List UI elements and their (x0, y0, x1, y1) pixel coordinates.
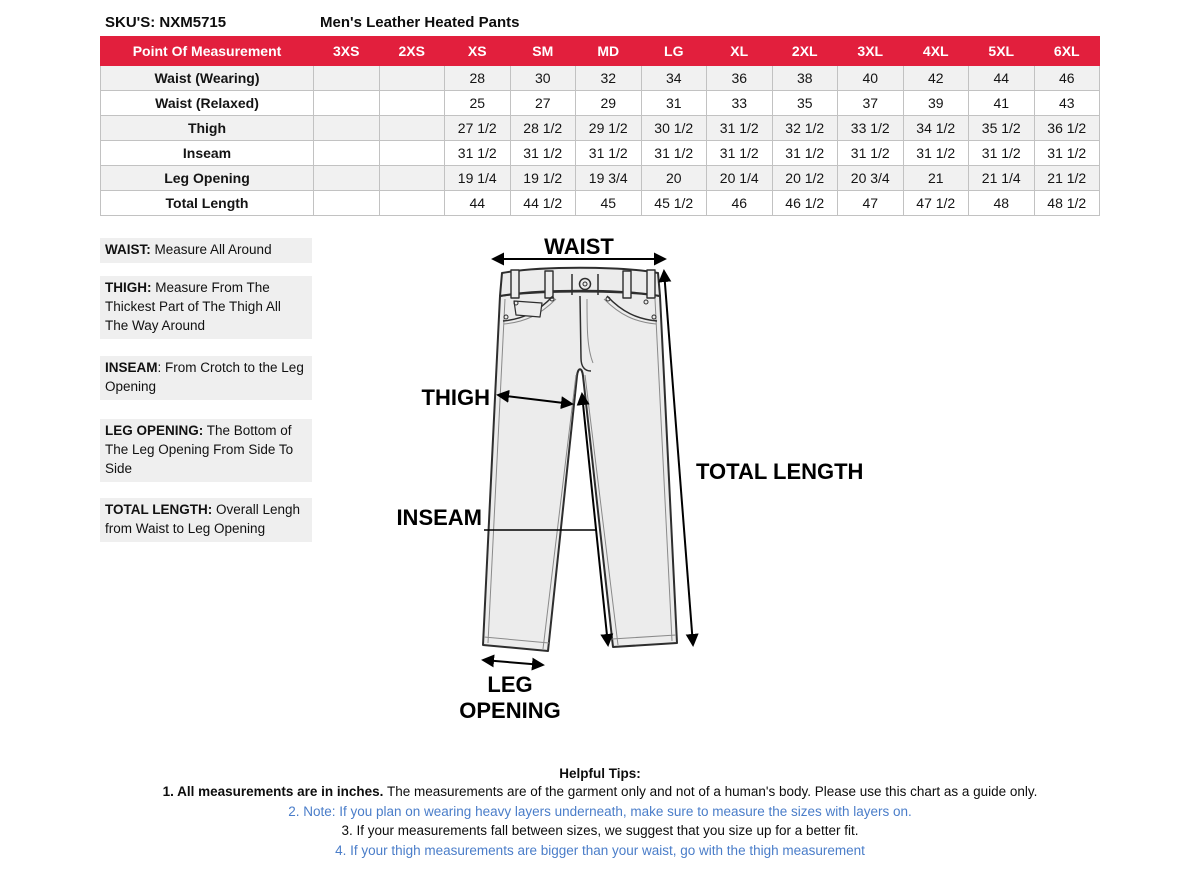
leg-opening-diagram-label-line1: LEG (487, 672, 533, 697)
size-chart-table (100, 36, 1100, 216)
size-cell: 45 (576, 191, 642, 216)
size-cell: 25 (445, 91, 511, 116)
belt-loop (647, 270, 655, 298)
thigh-diagram-label: THIGH (421, 385, 490, 410)
size-cell: 29 (576, 91, 642, 116)
size-cell: 46 (707, 191, 773, 216)
belt-loop (545, 271, 553, 298)
row-label: Waist (Relaxed) (101, 91, 314, 116)
size-cell: 38 (772, 66, 838, 91)
table-row-total-length (101, 191, 1100, 216)
column-header-lg: LG (641, 37, 707, 66)
size-cell: 31 1/2 (772, 141, 838, 166)
leg-opening-arrow (483, 660, 543, 665)
size-cell: 36 (707, 66, 773, 91)
size-cell: 31 (641, 91, 707, 116)
column-header-xl: XL (707, 37, 773, 66)
size-cell: 20 1/4 (707, 166, 773, 191)
tips-heading: Helpful Tips: (559, 766, 641, 781)
table-row-inseam (101, 141, 1100, 166)
size-cell: 19 1/2 (510, 166, 576, 191)
tip-1-bold: 1. All measurements are in inches. (162, 784, 384, 799)
inseam-diagram-label: INSEAM (396, 505, 482, 530)
tip-1 (0, 784, 1200, 799)
belt-loop (623, 271, 631, 298)
row-label: Inseam (101, 141, 314, 166)
pants-body-shape (483, 292, 677, 652)
size-cell: 31 1/2 (969, 141, 1035, 166)
size-cell: 33 1/2 (838, 116, 904, 141)
size-cell: 34 1/2 (903, 116, 969, 141)
size-cell: 28 (445, 66, 511, 91)
size-cell (314, 166, 380, 191)
size-cell: 45 1/2 (641, 191, 707, 216)
table-row-waist-relaxed (101, 91, 1100, 116)
guide-total-length (100, 498, 312, 542)
size-cell: 34 (641, 66, 707, 91)
size-cell: 30 1/2 (641, 116, 707, 141)
size-cell: 31 1/2 (576, 141, 642, 166)
tip-2: 2. Note: If you plan on wearing heavy layers underneath, make sure to measure the sizes with layers on. (288, 803, 912, 819)
size-cell (379, 66, 445, 91)
size-cell: 33 (707, 91, 773, 116)
pants-diagram (380, 233, 900, 733)
guide-text: The Bottom of The Leg Opening From Side To Side (105, 423, 294, 476)
guide-term: WAIST: (105, 242, 151, 257)
guide-text: Measure All Around (150, 242, 272, 257)
size-cell (314, 116, 380, 141)
column-header-md: MD (576, 37, 642, 66)
column-header-2xl: 2XL (772, 37, 838, 66)
column-header-4xl: 4XL (903, 37, 969, 66)
guide-text: : From Crotch to the Leg Opening (105, 360, 304, 394)
guide-term: LEG OPENING: (105, 423, 204, 438)
size-cell (379, 116, 445, 141)
size-table-header-row (101, 37, 1100, 66)
size-cell: 32 (576, 66, 642, 91)
guide-term: INSEAM (105, 360, 158, 375)
size-cell: 43 (1034, 91, 1100, 116)
size-cell: 20 1/2 (772, 166, 838, 191)
column-header-3xl: 3XL (838, 37, 904, 66)
guide-inseam (100, 356, 312, 400)
size-cell: 44 (969, 66, 1035, 91)
helpful-tips-section (0, 766, 1200, 862)
size-cell: 31 1/2 (707, 141, 773, 166)
size-cell: 20 (641, 166, 707, 191)
size-cell: 20 3/4 (838, 166, 904, 191)
size-cell: 27 1/2 (445, 116, 511, 141)
size-cell: 44 1/2 (510, 191, 576, 216)
guide-text: Measure From The Thickest Part of The Thigh All The Way Around (105, 280, 281, 333)
total-length-diagram-label: TOTAL LENGTH (696, 459, 864, 484)
tip-4: 4. If your thigh measurements are bigger than your waist, go with the thigh measurement (335, 842, 865, 858)
leg-opening-diagram-label-line2: OPENING (459, 698, 561, 723)
belt-loop (511, 270, 519, 298)
size-cell: 31 1/2 (510, 141, 576, 166)
size-cell (314, 66, 380, 91)
size-cell: 29 1/2 (576, 116, 642, 141)
size-cell: 31 1/2 (903, 141, 969, 166)
size-cell: 27 (510, 91, 576, 116)
size-cell: 21 (903, 166, 969, 191)
size-cell: 48 1/2 (1034, 191, 1100, 216)
size-cell: 31 1/2 (445, 141, 511, 166)
size-cell: 48 (969, 191, 1035, 216)
column-header-sm: SM (510, 37, 576, 66)
size-cell (379, 191, 445, 216)
table-row-waist-wearing (101, 66, 1100, 91)
size-cell: 21 1/4 (969, 166, 1035, 191)
waist-diagram-label: WAIST (544, 234, 614, 259)
size-cell: 32 1/2 (772, 116, 838, 141)
table-row-thigh (101, 116, 1100, 141)
size-cell (314, 91, 380, 116)
size-cell (379, 141, 445, 166)
waist-button (580, 279, 591, 290)
size-cell (379, 166, 445, 191)
column-header-2xs: 2XS (379, 37, 445, 66)
size-cell: 36 1/2 (1034, 116, 1100, 141)
size-cell: 44 (445, 191, 511, 216)
size-cell: 35 1/2 (969, 116, 1035, 141)
row-label: Leg Opening (101, 166, 314, 191)
size-cell: 31 1/2 (838, 141, 904, 166)
size-cell: 41 (969, 91, 1035, 116)
row-label: Total Length (101, 191, 314, 216)
size-cell: 46 1/2 (772, 191, 838, 216)
guide-term: THIGH: (105, 280, 152, 295)
table-row-leg-opening (101, 166, 1100, 191)
size-cell: 19 1/4 (445, 166, 511, 191)
size-cell: 31 1/2 (707, 116, 773, 141)
size-cell: 31 1/2 (641, 141, 707, 166)
size-cell (379, 91, 445, 116)
size-cell: 28 1/2 (510, 116, 576, 141)
size-cell: 39 (903, 91, 969, 116)
product-title: Men's Leather Heated Pants (320, 14, 520, 31)
size-cell (314, 141, 380, 166)
guide-waist (100, 238, 312, 263)
column-header-6xl: 6XL (1034, 37, 1100, 66)
size-cell: 46 (1034, 66, 1100, 91)
column-header-5xl: 5XL (969, 37, 1035, 66)
size-cell: 47 1/2 (903, 191, 969, 216)
size-cell (314, 191, 380, 216)
column-header-point-of-measurement: Point Of Measurement (101, 37, 314, 66)
guide-text: Overall Lengh from Waist to Leg Opening (105, 502, 301, 536)
size-cell: 19 3/4 (576, 166, 642, 191)
tip-1-rest: The measurements are of the garment only and not of a human's body. Please use this chart as a guide only. (383, 784, 1038, 799)
row-label: Thigh (101, 116, 314, 141)
size-cell: 31 1/2 (1034, 141, 1100, 166)
guide-thigh (100, 276, 312, 339)
sku-label: SKU'S: NXM5715 (105, 14, 227, 31)
size-cell: 21 1/2 (1034, 166, 1100, 191)
size-cell: 40 (838, 66, 904, 91)
column-header-xs: XS (445, 37, 511, 66)
size-cell: 30 (510, 66, 576, 91)
row-label: Waist (Wearing) (101, 66, 314, 91)
size-cell: 42 (903, 66, 969, 91)
tip-3: 3. If your measurements fall between sizes, we suggest that you size up for a better fit. (341, 823, 859, 838)
size-cell: 47 (838, 191, 904, 216)
size-cell: 35 (772, 91, 838, 116)
column-header-3xs: 3XS (314, 37, 380, 66)
guide-leg-opening (100, 419, 312, 482)
size-cell: 37 (838, 91, 904, 116)
guide-term: TOTAL LENGTH: (105, 502, 213, 517)
